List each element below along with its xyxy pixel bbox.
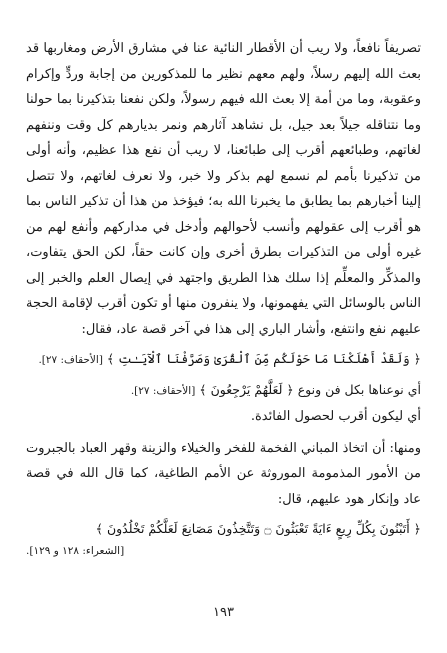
verse-text: ﴿ وَلَقَدْ أَهْلَكْنَا مَا حَوْلَكُم مِّنَ ٱلْقُرَىٰ وَصَرَّفْنَا ٱلْآيَـٰتِ ﴾ — [106, 351, 421, 366]
page-number: ١٩٣ — [213, 605, 234, 620]
explanation-line-2: أي ليكون أقرب لحصول الفائدة. — [250, 409, 421, 424]
explanation-line-1 — [26, 377, 421, 404]
verse-text: ﴿ لَعَلَّهُمْ يَرْجِعُونَ ﴾ — [199, 382, 294, 397]
paragraph-ancient-nations: تصريفاً نافعاً، ولا ريب أن الأقطار النائية عنا في مشارق الأرض ومغاربها قد بعث الله إليهم رسلاً، ولهم معهم نظير ما للمذكورين من إجابة وردٍّ وإكرام وعقوبة، وما من أمة إلا بعث الله فيهم رسولاً، ولكن نفعنا بتذكيرنا بما حولنا وما نتناقله جيلاً بعد جيل، بل نشاهد آثارهم ونمر بديارهم كل وقت وننفهم لغاتهم، وطبائعهم أقرب إلى طبائعنا، لا ريب أن نفع هذا عظيم، وأنه أولى من تذكيرنا بأمم لم نسمع لهم بذكر ولا خبر، ولا نعرف لغاتهم، ولا تتصل إلينا أخبارهم بما يطابق ما يخبرنا الله به؛ فيؤخذ من هذا أن تذكير الناس بما هو أقرب إلى عقولهم وأنسب لأحوالهم وأدخل في مداركهم وأنفع لهم من غيره أولى من التذكيرات بطرق أخرى وإن كانت حقاً، لكن الحق يتفاوت، والمذكِّر والمعلِّم إذا سلك هذا الطريق واجتهد في إيصال العلم والخبر إلى الناس بالوسائل التي يفهمونها، ولا ينفرون منها أو تكون أقرب لإقامة الحجة عليهم نفع وانتفع، وأشار الباري إلى هذا في آخر قصة عاد، فقال: — [26, 41, 421, 337]
paragraph-buildings: ومنها: أن اتخاذ المباني الفخمة للفخر والخيلاء والزينة وقهر العباد بالجبروت من الأمور المذمومة الموروثة عن الأمم الطاغية، كما قال الله في قصة عاد وإنكار هود عليهم، قال: — [26, 440, 421, 507]
verse-reference: [الأحقاف: ٢٧]. — [130, 385, 196, 397]
explanation-text: أي نوعناها بكل فن ونوع — [297, 382, 421, 397]
quran-verse-ahqaf-27a — [26, 346, 421, 373]
quran-verse-shuara-128-129 — [26, 516, 421, 541]
verse-reference: [الشعراء: ١٢٨ و ١٢٩]. — [26, 545, 125, 557]
verse-text: ﴿ أَتَبْنُونَ بِكُلِّ رِيعٍ ءَايَةً تَعْبَثُونَ ۝ وَتَتَّخِذُونَ مَصَانِعَ لَعَلَّكُمْ تَخْلُدُونَ ﴾ — [95, 521, 421, 536]
verse-reference: [الأحقاف: ٢٧]. — [38, 354, 103, 366]
